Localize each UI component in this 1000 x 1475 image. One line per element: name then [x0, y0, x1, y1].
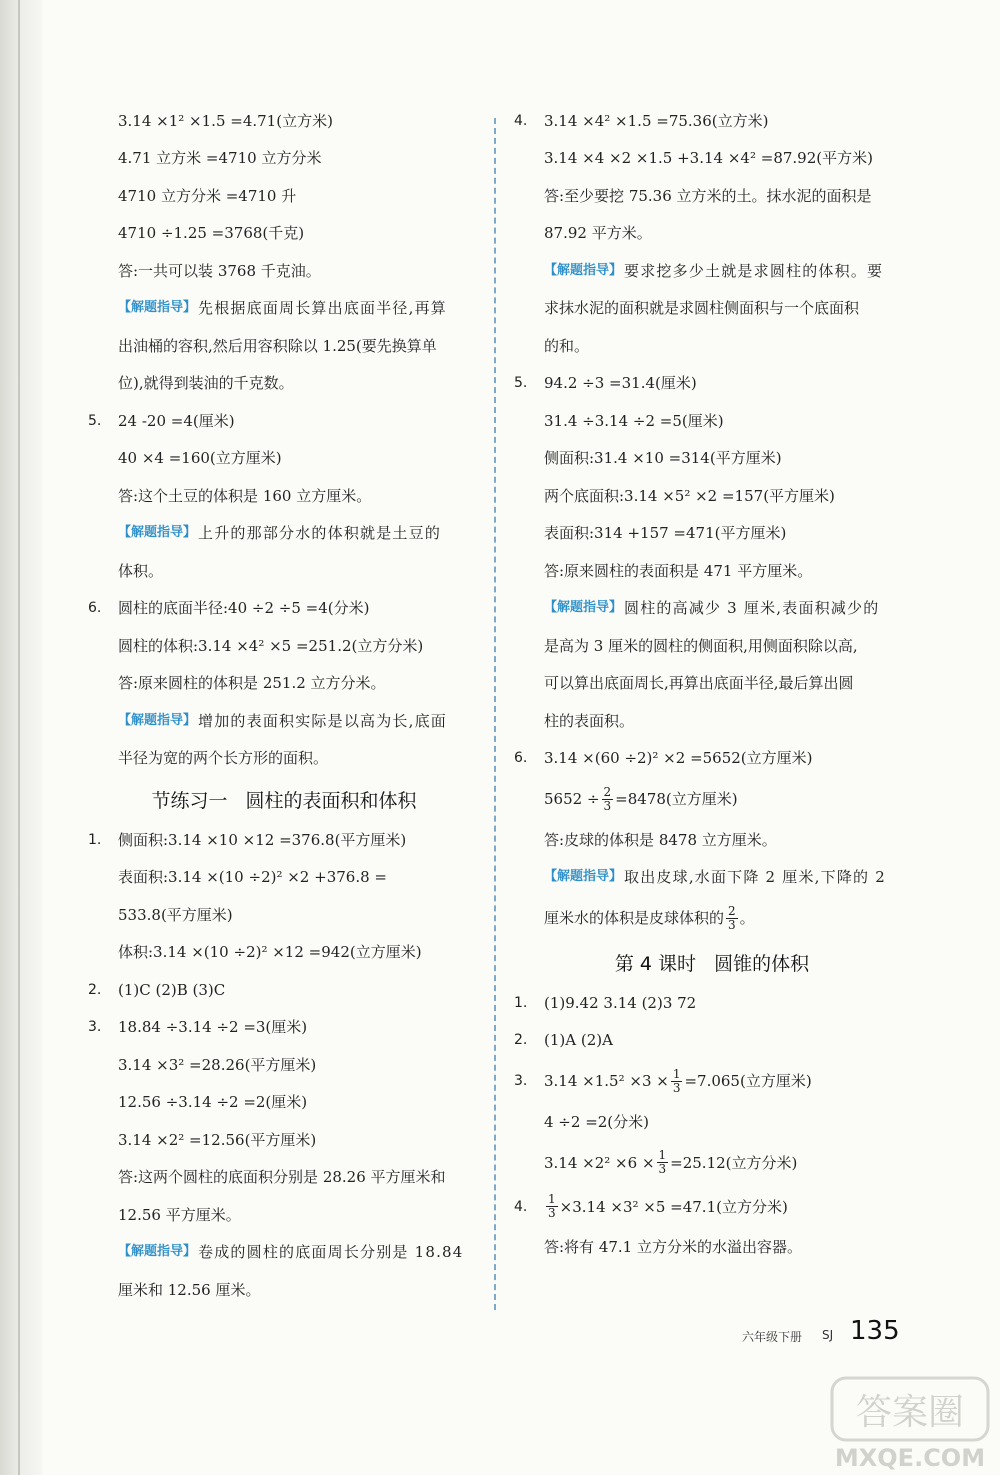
answer-line: 表面积:314 +157 =471(平方厘米): [544, 524, 787, 543]
answer-line: 4.71 立方米 =4710 立方分米: [118, 149, 322, 168]
right-answer-column: [514, 102, 910, 1266]
question-number: 5.: [88, 412, 102, 429]
formula-prefix: 5652 ÷: [544, 790, 600, 808]
hint-line: [514, 859, 910, 897]
watermark-text-url: MXQE.COM: [834, 1444, 986, 1472]
answer-line: 两个底面积:3.14 ×5² ×2 =157(平方厘米): [544, 486, 835, 505]
hint-tag-label: 【解题指导】: [118, 712, 197, 728]
fraction-numerator: 2: [728, 903, 736, 918]
answer-line: 3.14 ×1² ×1.5 =4.71(立方米): [118, 111, 333, 130]
hint-line: [88, 290, 480, 328]
section-title: 第 4 课时 圆锥的体积: [614, 952, 810, 975]
question-number: 2.: [514, 1032, 528, 1049]
answer-line: 表面积:3.14 ×(10 ÷2)² ×2 +376.8 =: [118, 868, 387, 887]
hint-text: 要求挖多少土就是求圆柱的体积。要: [624, 261, 884, 280]
hint-line: [88, 702, 480, 740]
question-number: 3.: [514, 1073, 528, 1089]
formula-suffix: 。: [739, 909, 755, 927]
fraction-denominator: 3: [672, 1080, 681, 1095]
answer-text: 3.14 ×4² ×1.5 =75.36(立方米): [544, 111, 769, 130]
formula-line-with-fraction: [514, 777, 910, 821]
fraction-denominator: 3: [658, 1162, 667, 1176]
answer-text: (1)C (2)B (3)C: [118, 980, 226, 999]
question-number: 1.: [514, 994, 528, 1011]
numbered-answer-line: [88, 590, 480, 628]
answer-line: 体积。: [118, 561, 164, 580]
answer-line: 可以算出底面周长,再算出底面半径,最后算出圆: [544, 674, 854, 693]
answer-line: 出油桶的容积,然后用容积除以 1.25(要先换算单: [118, 336, 437, 355]
answer-line: 是高为 3 厘米的圆柱的侧面积,用侧面积除以高,: [544, 636, 858, 655]
hint-tag-label: 【解题指导】: [118, 1244, 197, 1260]
answer-line: 答:至少要挖 75.36 立方米的土。抹水泥的面积是: [544, 186, 872, 205]
formula-suffix: =8478(立方厘米): [615, 790, 738, 808]
answer-line: 半径为宽的两个长方形的面积。: [118, 749, 329, 768]
answer-line: 4 ÷2 =2(分米): [544, 1112, 650, 1131]
formula-prefix: 厘米水的体积是皮球体积的: [544, 909, 725, 927]
numbered-formula-line: [514, 1185, 910, 1229]
formula-prefix: 3.14 ×1.5² ×3 ×: [544, 1072, 669, 1090]
question-number: 6.: [88, 600, 102, 617]
answer-text: 圆柱的底面半径:40 ÷2 ÷5 =4(分米): [118, 599, 370, 618]
numbered-answer-line: [514, 984, 910, 1022]
answer-line: 答:将有 47.1 立方分米的水溢出容器。: [544, 1238, 802, 1257]
hint-line: [514, 252, 910, 290]
hint-tag-label: 【解题指导】: [118, 300, 197, 316]
answer-line: 答:原来圆柱的体积是 251.2 立方分米。: [118, 674, 386, 693]
answer-text: (1)9.42 3.14 (2)3 72: [544, 993, 697, 1012]
formula-line-with-fraction: [514, 896, 910, 940]
hint-tag-label: 【解题指导】: [118, 525, 197, 541]
answer-line: 答:这个土豆的体积是 160 立方厘米。: [118, 486, 372, 505]
formula-suffix: =7.065(立方厘米): [684, 1072, 812, 1090]
answer-line: 答:一共可以装 3768 千克油。: [118, 261, 321, 280]
answer-line: 厘米和 12.56 厘米。: [118, 1280, 261, 1299]
answer-line: 的和。: [544, 336, 590, 355]
question-number: 2.: [88, 981, 102, 998]
page-number: 135: [850, 1316, 900, 1346]
numbered-answer-line: [88, 1009, 480, 1047]
question-number: 4.: [514, 112, 528, 129]
numbered-answer-line: [88, 821, 480, 859]
numbered-answer-line: [514, 1022, 910, 1060]
numbered-formula-line: [514, 1059, 910, 1103]
numbered-answer-line: [514, 365, 910, 403]
answer-line: 12.56 ÷3.14 ÷2 =2(厘米): [118, 1093, 308, 1112]
answer-text: (1)A (2)A: [544, 1031, 613, 1050]
hint-text: 圆柱的高减少 3 厘米,表面积减少的: [624, 599, 880, 618]
fraction: [602, 786, 614, 813]
fraction: [546, 1193, 558, 1220]
answer-line: 533.8(平方厘米): [118, 905, 233, 924]
answer-text: 侧面积:3.14 ×10 ×12 =376.8(平方厘米): [118, 830, 407, 849]
fraction: [726, 905, 738, 932]
fraction: [671, 1068, 683, 1095]
fraction: [657, 1149, 669, 1176]
formula-suffix: =25.12(立方分米): [670, 1153, 798, 1172]
answer-line: 位),就得到装油的千克数。: [118, 374, 294, 393]
hint-line: [514, 590, 910, 628]
spine-line: [18, 0, 20, 1475]
answer-line: 答:这两个圆柱的底面积分别是 28.26 平方厘米和: [118, 1168, 446, 1187]
fraction-numerator: 1: [672, 1066, 681, 1081]
numbered-answer-line: [88, 402, 480, 440]
hint-text: 上升的那部分水的体积就是土豆的: [198, 524, 442, 543]
answer-line: 4710 立方分米 =4710 升: [118, 186, 297, 205]
numbered-answer-line: [88, 971, 480, 1009]
hint-text: 卷成的圆柱的底面周长分别是 18.84: [198, 1243, 464, 1262]
question-number: 6.: [514, 750, 528, 767]
formula-line-with-fraction: [514, 1141, 910, 1185]
answer-text: 18.84 ÷3.14 ÷2 =3(厘米): [118, 1018, 308, 1037]
fraction-numerator: 1: [548, 1192, 556, 1206]
book-spine-edge: [0, 0, 42, 1475]
answer-line: 12.56 平方厘米。: [118, 1205, 241, 1224]
footer-grade-label: 六年级下册: [742, 1330, 803, 1344]
column-divider: [494, 118, 496, 1310]
answer-line: 3.14 ×2² =12.56(平方厘米): [118, 1130, 317, 1149]
hint-line: [88, 515, 480, 553]
question-number: 5.: [514, 375, 528, 392]
answer-text: 24 -20 =4(厘米): [118, 411, 235, 430]
question-number: 1.: [88, 831, 102, 848]
answer-line: 31.4 ÷3.14 ÷2 =5(厘米): [544, 411, 724, 430]
question-number: 4.: [514, 1198, 528, 1215]
fraction-denominator: 3: [728, 917, 736, 932]
section-title: 节练习一 圆柱的表面积和体积: [151, 789, 417, 812]
watermark-logo: [828, 1372, 992, 1472]
hint-tag-label: 【解题指导】: [544, 869, 623, 885]
hint-tag-label: 【解题指导】: [544, 262, 623, 278]
left-answer-column: [88, 102, 480, 1309]
hint-text: 先根据底面周长算出底面半径,再算: [198, 299, 447, 318]
fraction-denominator: 3: [603, 798, 612, 813]
question-number: 3.: [88, 1019, 102, 1036]
answer-text: 3.14 ×(60 ÷2)² ×2 =5652(立方厘米): [544, 749, 813, 768]
fraction-numerator: 2: [603, 784, 612, 799]
answer-text: 94.2 ÷3 =31.4(厘米): [544, 374, 697, 393]
formula-suffix: ×3.14 ×3² ×5 =47.1(立方分米): [559, 1197, 788, 1216]
hint-text: 取出皮球,水面下降 2 厘米,下降的 2: [624, 868, 886, 887]
answer-line: 侧面积:31.4 ×10 =314(平方厘米): [544, 449, 782, 468]
fraction-numerator: 1: [658, 1148, 667, 1162]
answer-line: 40 ×4 =160(立方厘米): [118, 449, 282, 468]
answer-line: 3.14 ×3² =28.26(平方厘米): [118, 1055, 317, 1074]
answer-line: 柱的表面积。: [544, 711, 635, 730]
answer-line: 答:皮球的体积是 8478 立方厘米。: [544, 830, 777, 849]
answer-line: 体积:3.14 ×(10 ÷2)² ×12 =942(立方厘米): [118, 943, 422, 962]
footer-edition-label: SJ: [822, 1328, 834, 1342]
hint-text: 增加的表面积实际是以高为长,底面: [198, 711, 447, 730]
numbered-answer-line: [514, 740, 910, 778]
watermark-text-cn: 答案圈: [855, 1392, 965, 1433]
answer-line: 求抹水泥的面积就是求圆柱侧面积与一个底面积: [544, 299, 860, 318]
answer-line: 87.92 平方米。: [544, 224, 652, 243]
hint-tag-label: 【解题指导】: [544, 600, 623, 616]
formula-prefix: 3.14 ×2² ×6 ×: [544, 1153, 655, 1172]
answer-line: 圆柱的体积:3.14 ×4² ×5 =251.2(立方分米): [118, 636, 424, 655]
hint-line: [88, 1234, 480, 1272]
fraction-denominator: 3: [548, 1206, 556, 1220]
answer-line: 答:原来圆柱的表面积是 471 平方厘米。: [544, 561, 813, 580]
numbered-answer-line: [514, 102, 910, 140]
answer-line: 4710 ÷1.25 =3768(千克): [118, 224, 305, 243]
answer-line: 3.14 ×4 ×2 ×1.5 +3.14 ×4² =87.92(平方米): [544, 149, 873, 168]
